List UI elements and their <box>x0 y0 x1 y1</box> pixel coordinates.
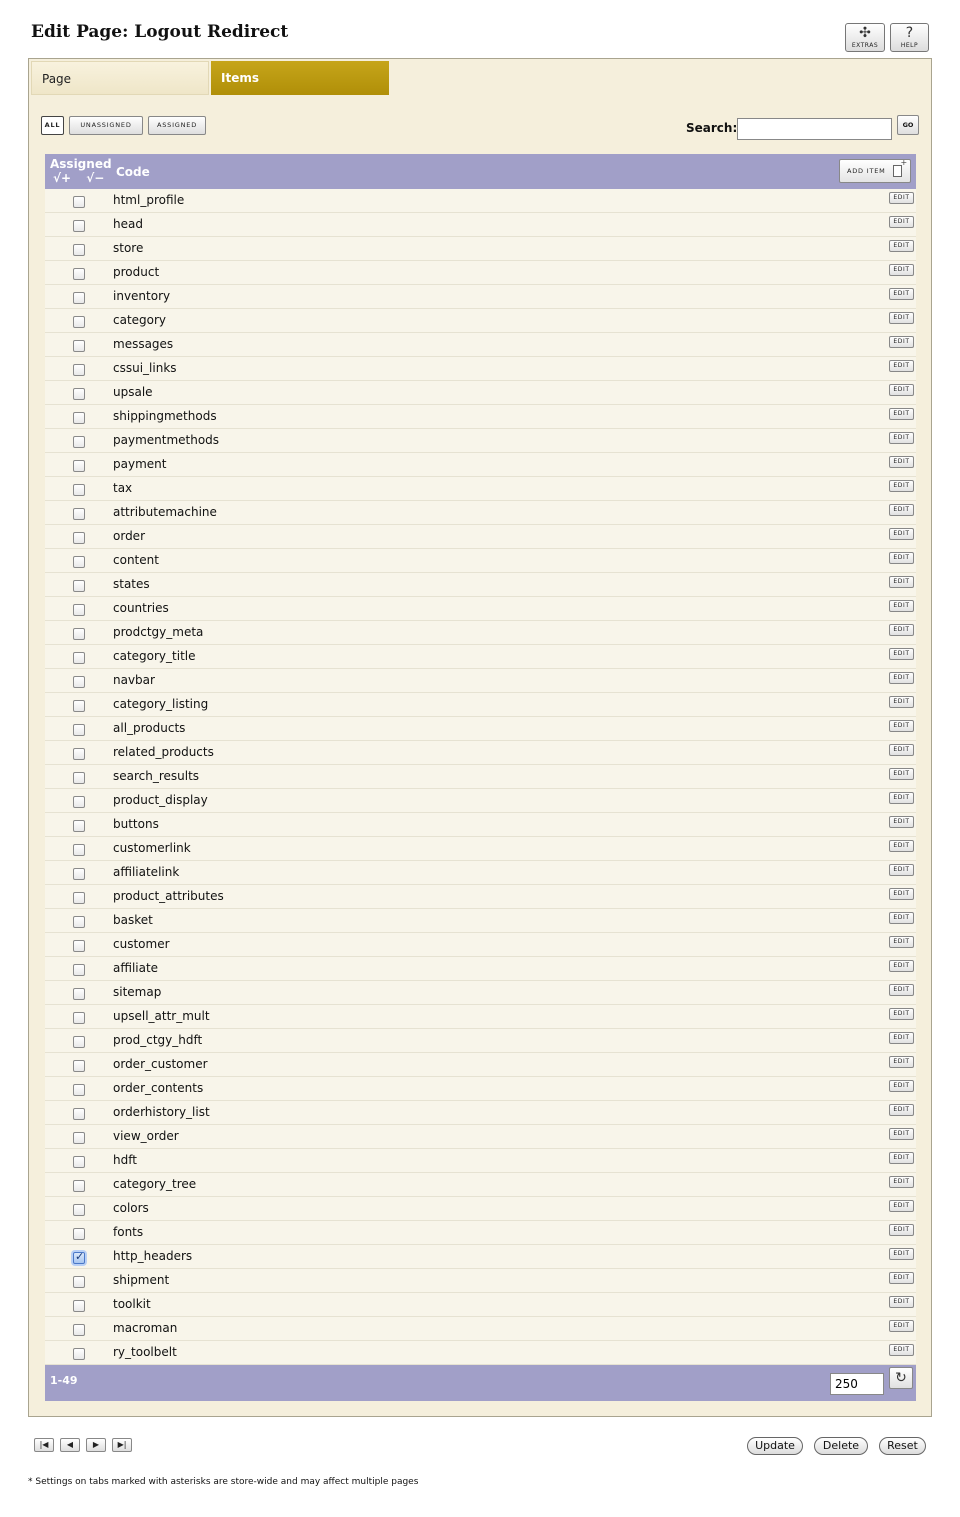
add-item-button[interactable] <box>839 159 911 183</box>
table-row <box>45 1221 916 1245</box>
assigned-checkbox[interactable] <box>73 580 85 592</box>
item-code: http_headers <box>113 1249 193 1263</box>
item-code: ry_toolbelt <box>113 1345 177 1359</box>
puzzle-icon: ✣ <box>859 25 871 41</box>
table-row <box>45 1341 916 1365</box>
assigned-checkbox[interactable] <box>73 820 85 832</box>
edit-button[interactable]: EDIT <box>889 936 914 948</box>
grid-header <box>45 154 916 189</box>
grid-body <box>45 189 916 1365</box>
assigned-checkbox[interactable] <box>73 292 85 304</box>
table-row <box>45 981 916 1005</box>
item-code: buttons <box>113 817 159 831</box>
edit-button[interactable]: EDIT <box>889 840 914 852</box>
footnote: * Settings on tabs marked with asterisks are store-wide and may affect multiple pages <box>28 1477 419 1487</box>
table-row <box>45 189 916 213</box>
assigned-checkbox[interactable] <box>73 316 85 328</box>
page-size-input[interactable] <box>830 1373 884 1395</box>
assigned-column-header: Assigned <box>50 157 112 171</box>
item-code: prod_ctgy_hdft <box>113 1033 203 1047</box>
assigned-checkbox[interactable] <box>73 772 85 784</box>
item-code: customerlink <box>113 841 191 855</box>
item-code: countries <box>113 601 169 615</box>
add-item-label: ADD ITEM <box>847 167 886 175</box>
table-row <box>45 1053 916 1077</box>
edit-button[interactable]: EDIT <box>889 1152 914 1164</box>
edit-button[interactable]: EDIT <box>889 1248 914 1260</box>
edit-button[interactable]: EDIT <box>889 816 914 828</box>
table-row <box>45 645 916 669</box>
item-code: upsell_attr_mult <box>113 1009 210 1023</box>
item-code: shipment <box>113 1273 170 1287</box>
item-code: navbar <box>113 673 155 687</box>
item-code: orderhistory_list <box>113 1105 210 1119</box>
assigned-checkbox[interactable] <box>73 1156 85 1168</box>
bulk-check-controls <box>53 171 115 185</box>
assigned-checkbox[interactable] <box>73 1300 85 1312</box>
question-icon: ? <box>905 25 914 41</box>
edit-button[interactable]: EDIT <box>889 1200 914 1212</box>
edit-button[interactable]: EDIT <box>889 1176 914 1188</box>
table-row <box>45 885 916 909</box>
item-code: category <box>113 313 167 327</box>
assigned-checkbox[interactable] <box>73 700 85 712</box>
item-code: product_display <box>113 793 208 807</box>
table-row <box>45 933 916 957</box>
item-code: category_title <box>113 649 196 663</box>
assigned-checkbox[interactable] <box>73 364 85 376</box>
table-row <box>45 1101 916 1125</box>
edit-button[interactable]: EDIT <box>889 1344 914 1356</box>
item-code: tax <box>113 481 133 495</box>
update-button[interactable]: Update <box>747 1437 803 1455</box>
table-row <box>45 1029 916 1053</box>
assigned-checkbox[interactable] <box>73 532 85 544</box>
item-code: related_products <box>113 745 214 759</box>
assigned-checkbox[interactable] <box>73 196 85 208</box>
delete-button[interactable]: Delete <box>814 1437 868 1455</box>
item-code: order_customer <box>113 1057 208 1071</box>
table-row <box>45 573 916 597</box>
assigned-checkbox[interactable] <box>73 1228 85 1240</box>
assigned-checkbox[interactable] <box>73 1348 85 1360</box>
item-code: colors <box>113 1201 149 1215</box>
assigned-checkbox[interactable] <box>73 436 85 448</box>
table-row <box>45 1149 916 1173</box>
assigned-checkbox[interactable] <box>73 1252 85 1264</box>
item-code: view_order <box>113 1129 179 1143</box>
assigned-checkbox[interactable] <box>73 556 85 568</box>
extras-button[interactable] <box>845 23 885 52</box>
table-row <box>45 861 916 885</box>
assigned-checkbox[interactable] <box>73 388 85 400</box>
assigned-checkbox[interactable] <box>73 628 85 640</box>
item-code: all_products <box>113 721 186 735</box>
edit-button[interactable]: EDIT <box>889 216 914 228</box>
page-title: Edit Page: Logout Redirect <box>31 22 289 42</box>
table-row <box>45 1125 916 1149</box>
assigned-checkbox[interactable] <box>73 988 85 1000</box>
table-row <box>45 357 916 381</box>
item-code: prodctgy_meta <box>113 625 204 639</box>
table-row <box>45 525 916 549</box>
item-code: order_contents <box>113 1081 204 1095</box>
table-row <box>45 237 916 261</box>
code-column-header[interactable]: Code <box>116 165 150 179</box>
edit-button[interactable]: EDIT <box>889 744 914 756</box>
assigned-checkbox[interactable] <box>73 1132 85 1144</box>
table-row <box>45 381 916 405</box>
edit-button[interactable]: EDIT <box>889 720 914 732</box>
assigned-checkbox[interactable] <box>73 244 85 256</box>
edit-button[interactable]: EDIT <box>889 456 914 468</box>
edit-button[interactable]: EDIT <box>889 432 914 444</box>
assigned-checkbox[interactable] <box>73 220 85 232</box>
assigned-checkbox[interactable] <box>73 1084 85 1096</box>
assigned-checkbox[interactable] <box>73 892 85 904</box>
item-code: sitemap <box>113 985 162 999</box>
edit-button[interactable]: EDIT <box>889 672 914 684</box>
help-label: HELP <box>900 42 919 49</box>
table-row <box>45 1317 916 1341</box>
item-code: product <box>113 265 160 279</box>
assigned-checkbox[interactable] <box>73 460 85 472</box>
edit-button[interactable]: EDIT <box>889 384 914 396</box>
edit-button[interactable]: EDIT <box>889 1296 914 1308</box>
table-row <box>45 1293 916 1317</box>
search-label: Search: <box>686 121 738 135</box>
table-row <box>45 549 916 573</box>
extras-label: EXTRAS <box>851 42 879 49</box>
edit-button[interactable]: EDIT <box>889 576 914 588</box>
edit-button[interactable]: EDIT <box>889 1080 914 1092</box>
item-code: customer <box>113 937 170 951</box>
pager-next-button[interactable]: ▶ <box>86 1438 106 1452</box>
edit-button[interactable]: EDIT <box>889 1056 914 1068</box>
item-code: content <box>113 553 159 567</box>
table-row <box>45 429 916 453</box>
table-row <box>45 213 916 237</box>
assigned-checkbox[interactable] <box>73 652 85 664</box>
item-code: upsale <box>113 385 153 399</box>
table-row <box>45 741 916 765</box>
assigned-checkbox[interactable] <box>73 1036 85 1048</box>
go-button[interactable]: GO <box>897 115 919 135</box>
table-row <box>45 693 916 717</box>
edit-button[interactable]: EDIT <box>889 336 914 348</box>
assigned-checkbox[interactable] <box>73 508 85 520</box>
assigned-checkbox[interactable] <box>73 412 85 424</box>
edit-button[interactable]: EDIT <box>889 288 914 300</box>
assigned-checkbox[interactable] <box>73 724 85 736</box>
table-row <box>45 765 916 789</box>
edit-button[interactable]: EDIT <box>889 408 914 420</box>
edit-button[interactable]: EDIT <box>889 912 914 924</box>
table-row <box>45 597 916 621</box>
assigned-checkbox[interactable] <box>73 1180 85 1192</box>
filter-all-button[interactable]: ALL <box>41 116 64 135</box>
tab-page[interactable]: Page <box>31 61 209 95</box>
edit-button[interactable]: EDIT <box>889 1272 914 1284</box>
edit-button[interactable]: EDIT <box>889 792 914 804</box>
assigned-checkbox[interactable] <box>73 1108 85 1120</box>
table-row <box>45 1269 916 1293</box>
assigned-checkbox[interactable] <box>73 940 85 952</box>
assigned-checkbox[interactable] <box>73 1276 85 1288</box>
table-row <box>45 1173 916 1197</box>
edit-button[interactable]: EDIT <box>889 1320 914 1332</box>
record-range: 1-49 <box>50 1374 78 1387</box>
item-code: category_listing <box>113 697 209 711</box>
edit-button[interactable]: EDIT <box>889 960 914 972</box>
item-code: product_attributes <box>113 889 224 903</box>
item-code: attributemachine <box>113 505 217 519</box>
assigned-checkbox[interactable] <box>73 748 85 760</box>
item-code: cssui_links <box>113 361 177 375</box>
item-code: messages <box>113 337 174 351</box>
assigned-checkbox[interactable] <box>73 484 85 496</box>
item-code: hdft <box>113 1153 137 1167</box>
edit-button[interactable]: EDIT <box>889 1224 914 1236</box>
table-row <box>45 501 916 525</box>
refresh-button[interactable] <box>889 1367 913 1389</box>
assigned-checkbox[interactable] <box>73 844 85 856</box>
table-row <box>45 1245 916 1269</box>
table-row <box>45 909 916 933</box>
edit-button[interactable]: EDIT <box>889 192 914 204</box>
assigned-checkbox[interactable] <box>73 1204 85 1216</box>
item-code: affiliatelink <box>113 865 180 879</box>
pager-first-button[interactable]: |◀ <box>34 1438 54 1452</box>
edit-button[interactable]: EDIT <box>889 480 914 492</box>
edit-button[interactable]: EDIT <box>889 360 914 372</box>
table-row <box>45 333 916 357</box>
table-row <box>45 453 916 477</box>
table-row <box>45 957 916 981</box>
item-code: store <box>113 241 144 255</box>
table-row <box>45 477 916 501</box>
item-code: payment <box>113 457 167 471</box>
table-row <box>45 261 916 285</box>
assigned-checkbox[interactable] <box>73 796 85 808</box>
assigned-checkbox[interactable] <box>73 1012 85 1024</box>
item-code: head <box>113 217 143 231</box>
edit-button[interactable]: EDIT <box>889 624 914 636</box>
item-code: toolkit <box>113 1297 151 1311</box>
new-document-icon <box>893 165 902 177</box>
pager-last-button[interactable]: ▶| <box>112 1438 132 1452</box>
search-input[interactable] <box>737 118 892 140</box>
table-row <box>45 1197 916 1221</box>
item-code: paymentmethods <box>113 433 220 447</box>
edit-button[interactable]: EDIT <box>889 696 914 708</box>
assigned-checkbox[interactable] <box>73 268 85 280</box>
item-code: inventory <box>113 289 171 303</box>
table-row <box>45 837 916 861</box>
edit-button[interactable]: EDIT <box>889 768 914 780</box>
item-code: order <box>113 529 145 543</box>
refresh-icon: ↻ <box>895 1370 907 1386</box>
table-row <box>45 813 916 837</box>
assigned-checkbox[interactable] <box>73 676 85 688</box>
edit-button[interactable]: EDIT <box>889 312 914 324</box>
filter-unassigned-button[interactable]: UNASSIGNED <box>69 116 143 135</box>
item-code: html_profile <box>113 193 185 207</box>
assigned-checkbox[interactable] <box>73 916 85 928</box>
pager-prev-button[interactable]: ◀ <box>60 1438 80 1452</box>
edit-button[interactable]: EDIT <box>889 864 914 876</box>
item-code: category_tree <box>113 1177 197 1191</box>
item-code: basket <box>113 913 153 927</box>
assigned-checkbox[interactable] <box>73 1324 85 1336</box>
table-row <box>45 789 916 813</box>
assigned-checkbox[interactable] <box>73 604 85 616</box>
edit-button[interactable]: EDIT <box>889 888 914 900</box>
help-button[interactable] <box>890 23 929 52</box>
edit-button[interactable]: EDIT <box>889 1104 914 1116</box>
edit-button[interactable]: EDIT <box>889 648 914 660</box>
table-row <box>45 309 916 333</box>
item-code: macroman <box>113 1321 178 1335</box>
edit-button[interactable]: EDIT <box>889 264 914 276</box>
edit-button[interactable]: EDIT <box>889 528 914 540</box>
check-all-link[interactable]: √+ <box>53 171 72 185</box>
edit-button[interactable]: EDIT <box>889 1008 914 1020</box>
table-row <box>45 669 916 693</box>
uncheck-all-link[interactable]: √− <box>86 171 105 185</box>
assigned-checkbox[interactable] <box>73 964 85 976</box>
edit-button[interactable]: EDIT <box>889 600 914 612</box>
edit-button[interactable]: EDIT <box>889 1128 914 1140</box>
table-row <box>45 717 916 741</box>
tab-items[interactable]: Items <box>211 61 389 95</box>
item-code: states <box>113 577 150 591</box>
item-code: shippingmethods <box>113 409 217 423</box>
reset-button[interactable]: Reset <box>879 1437 926 1455</box>
table-row <box>45 621 916 645</box>
table-row <box>45 285 916 309</box>
assigned-checkbox[interactable] <box>73 868 85 880</box>
edit-button[interactable]: EDIT <box>889 1032 914 1044</box>
edit-button[interactable]: EDIT <box>889 984 914 996</box>
table-row <box>45 1077 916 1101</box>
item-code: affiliate <box>113 961 159 975</box>
grid-footer <box>45 1365 916 1401</box>
item-code: fonts <box>113 1225 144 1239</box>
filter-assigned-button[interactable]: ASSIGNED <box>148 116 206 135</box>
assigned-checkbox[interactable] <box>73 340 85 352</box>
edit-button[interactable]: EDIT <box>889 240 914 252</box>
item-code: search_results <box>113 769 200 783</box>
assigned-checkbox[interactable] <box>73 1060 85 1072</box>
table-row <box>45 405 916 429</box>
edit-button[interactable]: EDIT <box>889 552 914 564</box>
table-row <box>45 1005 916 1029</box>
edit-panel <box>28 58 932 1417</box>
edit-button[interactable]: EDIT <box>889 504 914 516</box>
items-grid <box>45 154 916 1401</box>
